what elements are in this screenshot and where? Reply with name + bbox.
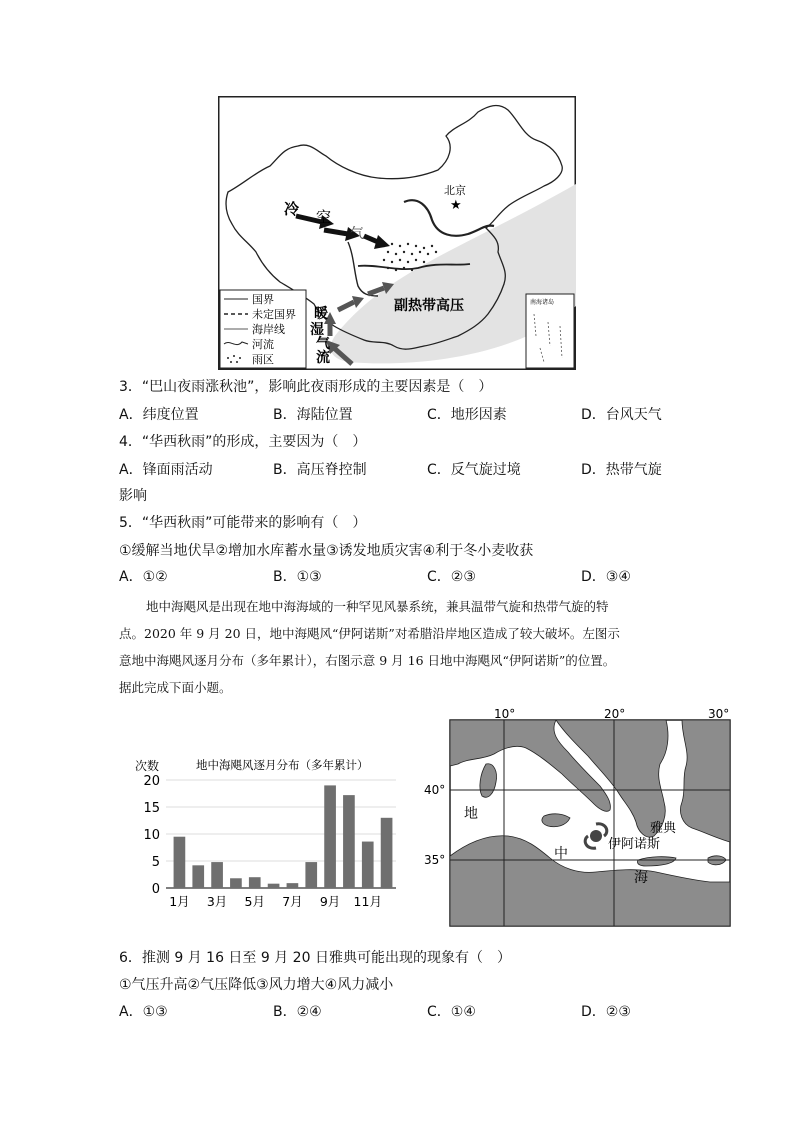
label-moist: 湿: [310, 322, 324, 338]
bar-chart-svg: [130, 750, 410, 915]
q3-option-b[interactable]: B．海陆位置: [273, 407, 353, 423]
bar-6月: [268, 884, 280, 888]
bar-10月: [343, 795, 355, 888]
intro-line-3: 意地中海飓风逐月分布（多年累计），右图示意 9 月 16 日地中海飓风“伊阿诺斯”的位置。: [119, 653, 616, 668]
q6-option-a[interactable]: A．①③: [119, 1004, 168, 1020]
label-beijing: 北京: [444, 184, 466, 197]
legend-river: 河流: [252, 338, 274, 351]
question-4: 4．“华西秋雨”的形成，主要因为（ ）: [119, 434, 367, 450]
bar-12月: [381, 818, 393, 888]
lon-label-20: 20°: [604, 707, 626, 721]
bar-2月: [192, 865, 204, 888]
mediterranean-map: [424, 707, 734, 930]
q6-option-d[interactable]: D．②③: [581, 1004, 631, 1020]
legend-undetermined: 未定国界: [252, 308, 296, 321]
label-flow: 流: [316, 350, 330, 366]
intro-line-1: 地中海飓风是出现在地中海海域的一种罕见风暴系统，兼具温带气旋和热带气旋的特: [146, 599, 609, 614]
bar-9月: [324, 785, 336, 888]
x-tick-label: 5月: [244, 894, 265, 909]
y-tick-label: 5: [151, 855, 160, 870]
label-flow-qi: 气: [316, 336, 330, 352]
label-athens: 雅典: [650, 821, 677, 836]
q6-option-b[interactable]: B．②④: [273, 1004, 322, 1020]
q3-option-c[interactable]: C．地形因素: [427, 407, 507, 423]
y-tick-label: 0: [151, 882, 160, 897]
question-3: 3．“巴山夜雨涨秋池”，影响此夜雨形成的主要因素是（ ）: [119, 379, 493, 395]
label-zhong: 中: [554, 846, 568, 862]
question-6: 6．推测 9 月 16 日至 9 月 20 日雅典可能出现的现象有（ ）: [119, 950, 511, 966]
x-tick-label: 3月: [206, 894, 228, 909]
label-di: 地: [464, 806, 478, 822]
label-air: 空: [316, 208, 332, 226]
label-cold: 冷: [284, 200, 300, 218]
chart-title: 地中海飓风逐月分布（多年累计）: [196, 758, 369, 772]
intro-line-4: 据此完成下面小题。: [119, 680, 232, 695]
intro-line-2: 点。2020 年 9 月 20 日，地中海飓风“伊阿诺斯”对希腊沿岸地区造成了较大破坏。左图示: [119, 626, 620, 641]
x-tick-label: 9月: [319, 894, 341, 909]
q4-option-a[interactable]: A．锋面雨活动: [119, 462, 213, 478]
chart-ylabel: 次数: [135, 759, 160, 773]
lon-label-30: 30°: [708, 707, 730, 721]
y-tick-label: 15: [143, 801, 160, 816]
label-warm: 暖: [314, 306, 328, 322]
bar-7月: [287, 883, 299, 888]
label-hai: 海: [634, 870, 648, 886]
q6-option-c[interactable]: C．①④: [427, 1004, 476, 1020]
chart-x-ticks: [169, 894, 382, 909]
mediterranean-map-figure: [424, 707, 734, 930]
y-tick-label: 20: [143, 774, 160, 789]
bar-3月: [211, 862, 223, 888]
legend-coastline: 海岸线: [252, 323, 285, 336]
chart-bars: [174, 785, 393, 888]
bar-4月: [230, 878, 242, 888]
x-tick-label: 1月: [169, 894, 190, 909]
x-tick-label: 7月: [282, 894, 303, 909]
q4-option-b[interactable]: B．高压脊控制: [273, 462, 367, 478]
legend-border: 国界: [252, 293, 274, 306]
q5-option-a[interactable]: A．①②: [119, 569, 168, 585]
q4-option-d-wrap: 影响: [119, 488, 147, 504]
capital-star-icon: ★: [450, 198, 462, 213]
q6-statements: ①气压升高②气压降低③风力增大④风力减小: [119, 977, 394, 993]
label-storm-ianos: 伊阿诺斯: [608, 837, 661, 852]
q4-option-d[interactable]: D．热带气旋: [581, 462, 662, 478]
q5-option-b[interactable]: B．①③: [273, 569, 322, 585]
inset-label: 南海诸岛: [530, 299, 555, 306]
hurricane-bar-chart: [130, 750, 410, 915]
y-tick-label: 10: [143, 828, 160, 843]
q5-statements: ①缓解当地伏旱②增加水库蓄水量③诱发地质灾害④利于冬小麦收获: [119, 543, 534, 559]
map-legend: [220, 290, 306, 368]
bar-1月: [174, 837, 186, 888]
china-map: [218, 96, 576, 370]
lat-label-35: 35°: [424, 853, 446, 867]
lon-label-10: 10°: [494, 707, 516, 721]
south-china-sea-inset: [526, 294, 574, 368]
label-subtropical-high: 副热带高压: [394, 298, 464, 314]
china-map-figure: [218, 96, 576, 370]
question-5: 5．“华西秋雨”可能带来的影响有（ ）: [119, 515, 367, 531]
q5-option-c[interactable]: C．②③: [427, 569, 476, 585]
legend-rain-area: 雨区: [252, 353, 274, 366]
x-tick-label: 11月: [353, 894, 382, 909]
bar-5月: [249, 877, 261, 888]
bar-11月: [362, 842, 374, 888]
q5-option-d[interactable]: D．③④: [581, 569, 631, 585]
q4-option-c[interactable]: C．反气旋过境: [427, 462, 521, 478]
lat-label-40: 40°: [424, 783, 446, 797]
label-qi: 气: [350, 226, 364, 242]
q3-option-a[interactable]: A．纬度位置: [119, 407, 199, 423]
chart-y-ticks: [143, 774, 160, 897]
q3-option-d[interactable]: D．台风天气: [581, 407, 662, 423]
bar-8月: [305, 862, 317, 888]
